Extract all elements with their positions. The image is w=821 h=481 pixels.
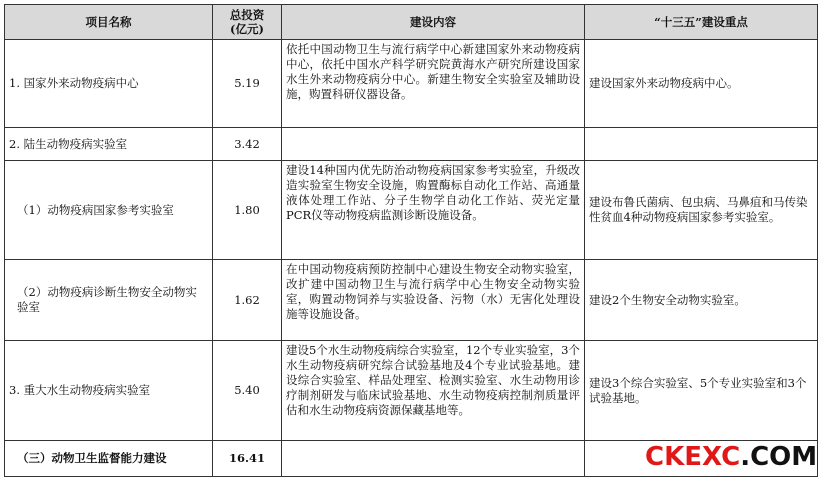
- investment-table: [4, 4, 818, 477]
- project-name-cell: （三）动物卫生监督能力建设: [5, 441, 213, 477]
- focus-cell: 建设3个综合实验室、5个专业实验室和3个试验基地。: [585, 341, 818, 441]
- table-row: [5, 260, 818, 341]
- table-row: [5, 341, 818, 441]
- header-investment-text: 总投资 (亿元): [229, 8, 265, 36]
- header-project-name: 项目名称: [5, 5, 213, 40]
- project-name-cell: 3. 重大水生动物疫病实验室: [5, 341, 213, 441]
- investment-cell: 1.80: [213, 161, 282, 260]
- focus-cell: 建设布鲁氏菌病、包虫病、马鼻疽和马传染性贫血4种动物疫病国家参考实验室。: [585, 161, 818, 260]
- watermark-domain: .COM: [740, 442, 818, 472]
- header-total-investment: [213, 5, 282, 40]
- content-cell: 在中国动物疫病预防控制中心建设生物安全动物实验室，改扩建中国动物卫生与流行病学中心生物安全动物实验室，购置动物饲养与实验设备、污物（水）无害化处理设施等设施设备。: [282, 260, 585, 341]
- project-name-cell: （2）动物疫病诊断生物安全动物实验室: [5, 260, 213, 341]
- project-name-cell: 1. 国家外来动物疫病中心: [5, 40, 213, 128]
- investment-cell: 3.42: [213, 128, 282, 161]
- table-row: [5, 161, 818, 260]
- content-cell: 建设5个水生动物疫病综合实验室，12个专业实验室，3个水生动物疫病研究综合试验基地及4个专业试验基地。建设综合实验室、样品处理室、检测实验室、水生动物用诊疗制剂研发与临床试验基地、水生动物疫病控制剂质量评估和水生动物疫病资源保藏基地等。: [282, 341, 585, 441]
- investment-cell: 1.62: [213, 260, 282, 341]
- content-cell: 依托中国动物卫生与流行病学中心新建国家外来动物疫病中心，依托中国水产科学研究院黄海水产研究所建设国家水生外来动物疫病分中心。新建生物安全实验室及辅助设施，购置科研仪器设备。: [282, 40, 585, 128]
- header-13th-five-year-focus: “十三五”建设重点: [585, 5, 818, 40]
- watermark-brand: CKEXC: [645, 442, 741, 472]
- site-watermark: [645, 442, 817, 472]
- investment-cell: 5.40: [213, 341, 282, 441]
- content-cell: 建设14种国内优先防治动物疫病国家参考实验室，升级改造实验室生物安全设施，购置酶标自动化工作站、高通量液体处理工作站、分子生物学自动化工作站、荧光定量PCR仪等动物疫病监测诊断设施设备。: [282, 161, 585, 260]
- header-construction-content: 建设内容: [282, 5, 585, 40]
- table-row: [5, 128, 818, 161]
- project-name-cell: 2. 陆生动物疫病实验室: [5, 128, 213, 161]
- content-cell: [282, 128, 585, 161]
- content-cell: [282, 441, 585, 477]
- focus-cell: [585, 128, 818, 161]
- table-row: [5, 40, 818, 128]
- investment-cell: 5.19: [213, 40, 282, 128]
- focus-cell: 建设国家外来动物疫病中心。: [585, 40, 818, 128]
- focus-cell: 建设2个生物安全动物实验室。: [585, 260, 818, 341]
- investment-cell: 16.41: [213, 441, 282, 477]
- project-name-cell: （1）动物疫病国家参考实验室: [5, 161, 213, 260]
- table-header-row: [5, 5, 818, 40]
